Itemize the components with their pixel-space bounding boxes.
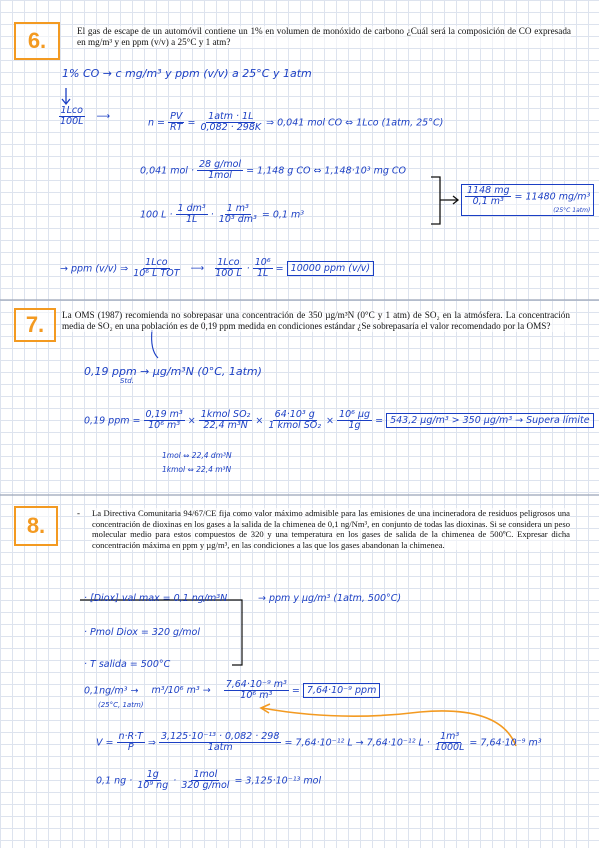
q6-ans-eq: = 11480 mg/m³	[514, 191, 591, 203]
q7-d3: 1 kmol SO₂	[268, 420, 322, 432]
q6-vol-a: 100 L ·	[140, 209, 173, 221]
q8-v-d3: 1000L	[434, 742, 465, 754]
q7-n3: 64·10³ g	[274, 409, 315, 420]
q6-n-eq: n =	[148, 117, 169, 129]
q6-mass-result: = 1,148 g CO ⇔ 1,148·10³ mg CO	[246, 165, 406, 177]
q6-ppm-line: → ppm (v/v) ⇒ $\frac{\text{1Lco}}{\text{10⁶ L TOT}}$ ⟶ $\frac{\text{1Lco}}{100 L}$ · $\frac{\text{10⁶}}{1L}$ = 10000 ppm (v/v)	[60, 258, 374, 280]
q7-calc-a: 0,19 ppm =	[84, 415, 141, 427]
q8-v-d1: P	[127, 742, 134, 754]
q7-n4: 10⁶ µg	[339, 409, 371, 420]
q6-ppm-d3: 1L	[257, 268, 269, 280]
q6-answer-concentration	[461, 184, 594, 216]
q6-vol-d1: 1L	[185, 214, 198, 226]
q6-ppm-eq: =	[275, 263, 284, 275]
q6-rt-values: 0,082 · 298K	[200, 122, 262, 134]
q6-molar-mass: 28 g/mol	[199, 159, 242, 170]
q7-d2: 22,4 m³N	[203, 420, 248, 432]
q7-given-text: 0,19 ppm → µg/m³N (0°C, 1atm)	[84, 365, 262, 378]
q8-ppm-a: 0,1ng/m³ →	[84, 685, 139, 697]
q7-d1: 10⁶ m³	[148, 420, 181, 432]
q8-ppm-num: 7,64·10⁻⁹ m³	[225, 679, 287, 690]
question-8-bullet: -	[77, 508, 80, 518]
q6-volume-line: 100 L · $\frac{\text{1 dm³}}{1L}$ · $\frac{\text{1 m³}}{\text{10³ dm³}}$ = 0,1 m³	[140, 203, 305, 226]
q8-moles-line: 0,1 ng · $\frac{1g}{\text{10⁹ ng}}$ · $\frac{\text{1mol}}{\text{320 g/mol}}$ = 3,125·10⁻¹³ mol	[96, 769, 322, 792]
q8-v-a: V =	[96, 737, 114, 749]
q6-ans-num: 1148 mg	[467, 185, 510, 196]
q6-ppm-d1: 10⁶ L TOT	[133, 268, 180, 280]
q8-mol-a: 0,1 ng ·	[96, 775, 133, 787]
q6-ppm-n3: 10⁶	[254, 257, 271, 268]
q7-n1: 0,19 m³	[145, 409, 183, 420]
q8-ppm-den: 10⁶ m³	[240, 690, 273, 702]
q6-vol-d2: 10³ dm³	[218, 214, 257, 226]
q8-volume-line	[96, 732, 542, 754]
q6-pv: PV	[170, 111, 183, 122]
q6-mass-a: 0,041 mol ·	[140, 165, 194, 177]
q8-v-d2: 1atm	[207, 742, 233, 754]
q6-ratio-num: 1Lco	[60, 105, 83, 116]
q6-vol-result: = 0,1 m³	[261, 209, 305, 221]
q6-rt: RT	[170, 122, 183, 134]
question-6-statement: El gas de escape de un automóvil contiene un 1% en volumen de monóxido de carbono ¿Cuál será la composición de CO expresada en mg/m³ y en ppm (v/v) a 25°C y 1 atm?	[77, 26, 571, 48]
q8-given-pmol: · Pmol Diox = 320 g/mol	[84, 627, 200, 638]
q7-note-1: 1mol ⇔ 22,4 dm³N	[162, 451, 232, 460]
q8-v-c: = 7,64·10⁻¹² L → 7,64·10⁻¹² L ·	[284, 737, 430, 749]
q7-given	[84, 366, 262, 386]
q7-calc-line: 0,19 ppm = $\frac{\text{0,19 m³}}{\text{10⁶ m³}}$ × $\frac{\text{1kmol SO₂}}{\text{22,4 m³N}}$ × $\frac{\text{64·10³ g}}{\text{1 kmol SO₂}}$ × $\frac{\text{10⁶ µg}}{1g}$ = 543,2 µg/m³ > 350 µg/m³ → Supera límite	[84, 410, 594, 432]
question-number-8: 8.	[14, 506, 58, 546]
q8-ppm-eq: =	[291, 685, 300, 697]
q8-given-temp: · T salida = 500°C	[84, 659, 171, 670]
q8-given-conc: · [Diox] val max = 0,1 ng/m³N	[84, 593, 228, 604]
q8-ppm-b: m³/10⁶ m³ →	[151, 685, 211, 697]
question-8-statement: La Directiva Comunitaria 94/67/CE fija como valor máximo admisible para las emisiones de una incineradora de residuos peligrosos una concentración de dioxinas en los gases a la salida de la chimenea de 0,1 ng/Nm³, en conjunto de todas las dioxinas. Si se considera un peso molecular medio para estos compuestos de 320 y una temperatura en los gases de salida de la chimenea de 500ºC. Expresar dicha concentración máxima en ppm y µg/m³, en las condiciones a las que los gases abandonan la chimenea.	[92, 508, 570, 550]
q8-mol-d1: 10⁹ ng	[137, 780, 169, 792]
q6-pv-values: 1atm · 1L	[208, 111, 254, 122]
q6-given: 1% CO → c mg/m³ y ppm (v/v) a 25°C y 1atm	[62, 67, 312, 80]
q6-vol-n1: 1 dm³	[177, 203, 206, 214]
q6-ratio: $\frac{\text{1Lco}}{100L}$ ⟶	[60, 105, 111, 128]
q6-mol: 1mol	[208, 170, 232, 182]
q6-ratio-den: 100L	[60, 116, 84, 128]
q8-v-n3: 1m³	[440, 731, 460, 742]
q8-v-n1: n·R·T	[118, 731, 143, 742]
q7-n2: 1kmol SO₂	[200, 409, 251, 420]
q6-answer-ppm: 10000 ppm (v/v)	[287, 261, 374, 276]
q8-target: → ppm y µg/m³ (1atm, 500°C)	[258, 593, 402, 604]
q8-mol-n1: 1g	[146, 769, 159, 780]
question-number-7: 7.	[14, 308, 56, 342]
q8-ppm-cond: (25°C, 1atm)	[98, 700, 144, 709]
q6-ppm-n2: 1Lco	[217, 257, 240, 268]
question-7-statement: La OMS (1987) recomienda no sobrepasar una concentración de 350 µg/m³N (0°C y 1 atm) de SO₂ en la atmósfera. La concentración media de SO₂ en una población es de 0,19 ppm medida en condiciones estándar ¿Se sobrepasaría el valor recomendado por la OMS?	[62, 310, 570, 332]
question-number-6: 6.	[14, 22, 60, 60]
q6-ppm-d2: 100 L	[215, 268, 242, 280]
q8-answer-ppm: 7,64·10⁻⁹ ppm	[303, 683, 380, 698]
q7-d4: 1g	[348, 420, 361, 432]
q8-v-b: ⇒	[148, 737, 156, 749]
q8-mol-b: = 3,125·10⁻¹³ mol	[234, 775, 322, 787]
q6-vol-n2: 1 m³	[226, 203, 249, 214]
q8-mol-d2: 320 g/mol	[181, 780, 230, 792]
q6-ppm-n1: 1Lco	[145, 257, 168, 268]
q8-ppm-line	[84, 680, 380, 710]
q6-moles-line	[148, 112, 443, 134]
q6-ans-cond: (25°C 1atm)	[553, 206, 591, 214]
q8-mol-n2: 1mol	[193, 769, 218, 780]
q8-v-n2: 3,125·10⁻¹³ · 0,082 · 298	[161, 731, 280, 742]
q6-ans-den: 0,1 m³	[472, 196, 504, 208]
q6-eq: =	[187, 117, 196, 129]
q7-std-note: Std.	[120, 377, 134, 386]
q7-answer: 543,2 µg/m³ > 350 µg/m³ → Supera límite	[386, 413, 593, 428]
q6-ppm-a: → ppm (v/v) ⇒	[60, 263, 129, 275]
q6-moles-result: ⇒ 0,041 mol CO ⇔ 1Lco (1atm, 25°C)	[266, 117, 444, 129]
q8-v-d: = 7,64·10⁻⁹ m³	[469, 737, 542, 749]
q7-note-2: 1kmol ⇔ 22,4 m³N	[162, 465, 232, 474]
q6-mass-line	[140, 160, 406, 182]
